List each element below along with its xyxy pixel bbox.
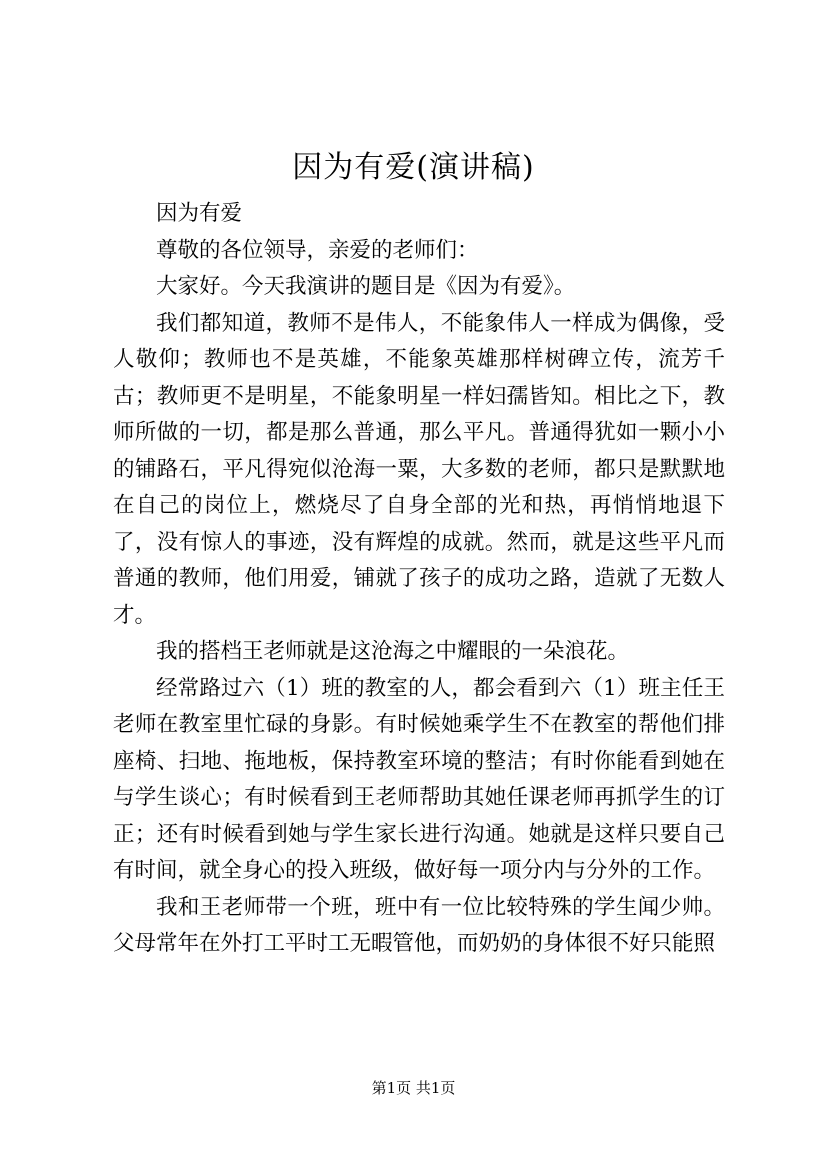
paragraph-greeting: 大家好。今天我演讲的题目是《因为有爱》。 xyxy=(156,274,576,299)
page-footer: 第1页 共1页 xyxy=(371,1079,456,1097)
paragraph-classroom: 经常路过六（1）班的教室的人，都会看到六（1）班主任王老师在教室里忙碌的身影。有时候她乘学生不在教室的帮他们排座椅、扫地、拖地板，保持教室环境的整洁；有时你能看到她在与学生谈心；有时候看到王老师帮助其她任课老师再抓学生的订正；还有时候看到她与学生家长进行沟通。她就是这样只要自己有时间，就全身心的投入班级，做好每一项分内与分外的工作。 xyxy=(113,675,725,883)
paragraph-teachers: 我们都知道，教师不是伟人，不能象伟人一样成为偶像，受人敬仰；教师也不是英雄，不能象英雄那样树碑立传，流芳千古；教师更不是明星，不能象明星一样妇孺皆知。相比之下，教师所做的一切，都是那么普通，那么平凡。普通得犹如一颗小小的铺路石，平凡得宛似沧海一粟，大多数的老师，都只是默默地在自己的岗位上，燃烧尽了自身全部的光和热，再悄悄地退下了，没有惊人的事迹，没有辉煌的成就。然而，就是这些平凡而普通的教师，他们用爱，铺就了孩子的成功之路，造就了无数人才。 xyxy=(113,310,725,628)
paragraph-student: 我和王老师带一个班，班中有一位比较特殊的学生闻少帅。父母常年在外打工平时工无暇管他，而奶奶的身体很不好只能照 xyxy=(113,894,725,956)
paragraph-subtitle: 因为有爱 xyxy=(156,201,243,226)
paragraph-partner: 我的搭档王老师就是这沧海之中耀眼的一朵浪花。 xyxy=(156,639,630,664)
paragraph-salutation: 尊敬的各位领导，亲爱的老师们： xyxy=(156,237,479,263)
document-title: 因为有爱(演讲稿) xyxy=(292,150,535,185)
document-body xyxy=(113,196,725,963)
